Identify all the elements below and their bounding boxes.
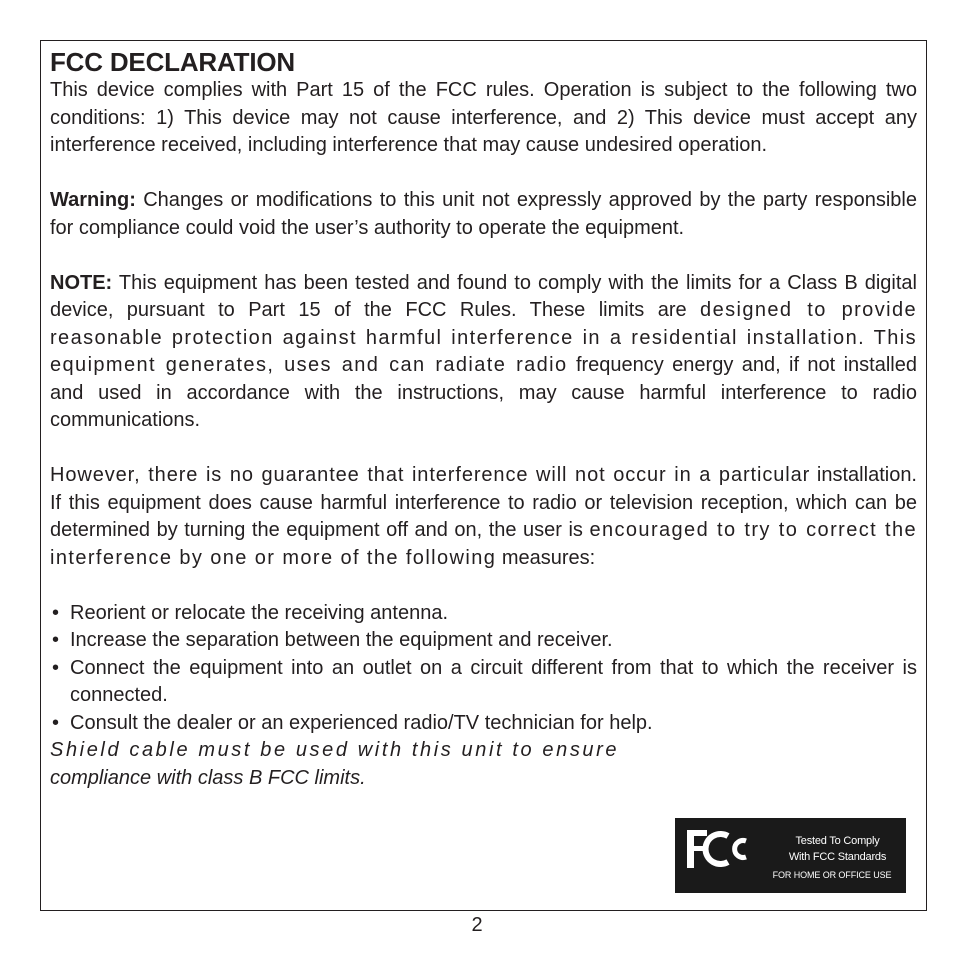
- list-item-text: Reorient or relocate the receiving antenna.: [70, 601, 449, 624]
- note-text-3: frequency energy and, if not installed and used in accordance with the instructions, may cause harmful interference to radio communications.: [50, 354, 917, 431]
- however-paragraph: [50, 462, 917, 572]
- fcc-compliance-logo: [675, 818, 906, 893]
- page-title: FCC DECLARATION: [50, 47, 295, 77]
- compliance-paragraph: This device complies with Part 15 of the FCC rules. Operation is subject to the following two conditions: 1) This device may not cause interference, and 2) This device must accept any interference received, including interference that may cause undesired operation.: [50, 79, 917, 156]
- however-text-1: However, there is no guarantee that interference will not occur in a particular: [50, 464, 811, 486]
- note-paragraph: [50, 270, 917, 435]
- fcc-tagline: [775, 833, 900, 865]
- shield-note-line-2: compliance with class B FCC limits.: [50, 766, 366, 789]
- list-item-text: Connect the equipment into an outlet on a circuit different from that to which the receiver is connected.: [70, 656, 917, 706]
- list-item: [50, 600, 917, 628]
- note-text-1: This equipment has been tested and found to comply with the limits for a Class B digital device, pursuant to Part 15 of the FCC Rules. These limits are: [50, 271, 917, 321]
- bullet-icon: •: [52, 601, 60, 624]
- note-label: NOTE:: [50, 271, 113, 294]
- however-text-4: measures:: [496, 546, 596, 569]
- warning-paragraph: [50, 187, 917, 242]
- list-item: [50, 627, 917, 655]
- however-text-2: installation. If this equipment does cause harmful interference to radio or television reception, which can be determined by turning the equipment off and on, the user is: [50, 464, 917, 541]
- page-number: 2: [471, 914, 483, 936]
- warning-text: Changes or modifications to this unit not expressly approved by the party responsible for compliance could void the user’s authority to operate the equipment.: [50, 189, 917, 239]
- measures-list: [50, 600, 917, 738]
- warning-label: Warning:: [50, 189, 136, 211]
- note-text-2: designed to provide reasonable protection against harmful interference in a residential installation. This equipment generates, uses and can radiate radio: [50, 299, 917, 376]
- declaration-content: [50, 45, 917, 792]
- bullet-icon: •: [52, 711, 60, 734]
- spacer: [50, 435, 917, 463]
- list-item-text: Consult the dealer or an experienced radio/TV technician for help.: [70, 711, 653, 734]
- list-item-text: Increase the separation between the equipment and receiver.: [70, 629, 613, 651]
- fcc-use-label: FOR HOME OR OFFICE USE: [772, 870, 892, 880]
- list-item: [50, 710, 917, 738]
- spacer: [50, 572, 917, 600]
- however-text-3: encouraged to try to correct the interference by one or more of the following: [50, 519, 917, 569]
- list-item: [50, 655, 917, 710]
- fcc-mark-icon: [687, 828, 757, 870]
- spacer: [50, 242, 917, 270]
- bullet-icon: •: [52, 656, 60, 679]
- spacer: [50, 160, 917, 188]
- bullet-icon: •: [52, 629, 60, 651]
- shield-note-line-1: Shield cable must be used with this unit to ensure: [50, 739, 620, 761]
- fcc-tagline-line-1: Tested To Comply: [795, 835, 880, 847]
- declaration-frame: [40, 40, 927, 911]
- fcc-tagline-line-2: With FCC Standards: [788, 851, 887, 863]
